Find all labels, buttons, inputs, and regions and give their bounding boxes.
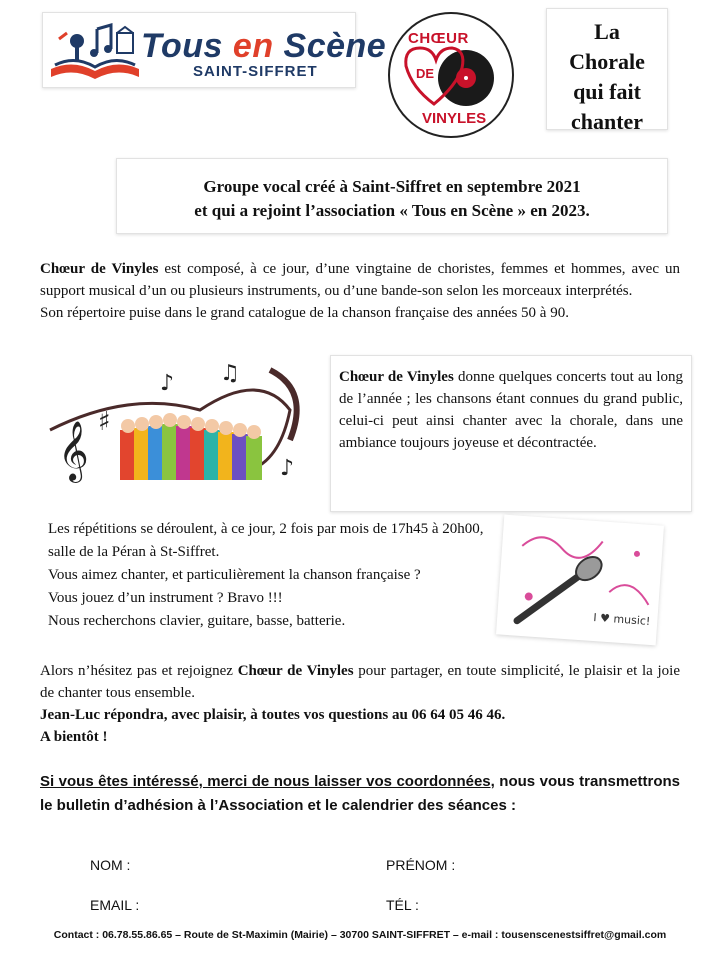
rehearsal-info [48, 518, 508, 633]
intro-line2: et qui a rejoint l’association « Tous en Scène » en 2023. [194, 201, 590, 220]
description-paragraph [40, 258, 680, 324]
logo-title-part1: Tous [141, 27, 233, 65]
logo-choeur-line2: DE [416, 66, 435, 81]
farewell-line: A bientôt ! [40, 729, 108, 745]
concerts-box [330, 355, 692, 512]
logo-title [141, 27, 386, 66]
invitation-paragraph [40, 660, 680, 748]
svg-text:𝄞: 𝄞 [58, 421, 89, 481]
logo-choeur-line1: CHŒUR [408, 30, 469, 47]
svg-text:♯: ♯ [98, 407, 111, 437]
rehearsal-line: Vous jouez d’un instrument ? Bravo !!! [48, 590, 283, 606]
tagline-box [546, 8, 668, 134]
rehearsal-line: Vous aimez chanter, et particulièrement la chanson française ? [48, 567, 421, 583]
rehearsal-line: Nous recherchons clavier, guitare, basse, batterie. [48, 613, 346, 629]
cta-underlined: Si vous êtes intéressé, merci de nous laisser vos coordonnées, [40, 773, 495, 790]
book-music-icon [47, 19, 143, 83]
invitation-text [40, 660, 680, 704]
intro-line1: Groupe vocal créé à Saint-Siffret en septembre 2021 [203, 177, 581, 196]
tagline-line: chanter [570, 109, 644, 134]
email-field-label: EMAIL : [90, 897, 140, 913]
description-line1 [40, 258, 680, 302]
tel-field-label: TÉL : [386, 897, 419, 913]
svg-text:♫: ♫ [220, 361, 240, 386]
svg-text:♪: ♪ [280, 456, 295, 481]
concerts-text: donne quelques concerts tout au long de l’année ; les chansons étant connues du grand public, celui-ci peut ainsi chanter avec la chorale, dans une ambiance toujours joyeuse et décontractée. [339, 369, 683, 451]
logo-choeur-line3: VINYLES [422, 110, 487, 127]
mic-caption: I ♥ music! [592, 611, 651, 628]
logo-title-part2: en [232, 27, 274, 65]
choir-name: Chœur de Vinyles [40, 261, 159, 277]
call-to-action [40, 770, 680, 818]
description-line2: Son répertoire puise dans le grand catalogue de la chanson française des années 50 à 90. [40, 305, 569, 321]
logo-subtitle: SAINT-SIFFRET [193, 63, 318, 80]
rehearsal-line: salle de la Péran à St-Siffret. [48, 544, 220, 560]
tous-en-scene-logo [42, 12, 387, 88]
footer-contact: Contact : 06.78.55.86.65 – Route de St-Maximin (Mairie) – 30700 SAINT-SIFFRET – e-mail : tousenscenestsiffret@gmail.com [53, 929, 667, 941]
choir-name: Chœur de Vinyles [339, 369, 454, 385]
tagline-line: La [594, 19, 620, 44]
microphone-illustration [496, 515, 664, 646]
nom-field-label: NOM : [90, 857, 131, 873]
concerts-paragraph [339, 366, 683, 454]
intro-box [116, 158, 668, 234]
svg-text:♪: ♪ [160, 371, 175, 396]
rehearsal-line: Les répétitions se déroulent, à ce jour, 2 fois par mois de 17h45 à 20h00, [48, 521, 484, 537]
prenom-field-label: PRÉNOM : [386, 857, 456, 873]
description-text: est composé, à ce jour, d’une vingtaine de choristes, femmes et hommes, avec un support musical d’un ou plusieurs instruments, ou d’une bande-son selon les morceaux interprétés. [40, 261, 680, 299]
choir-name: Chœur de Vinyles [237, 663, 354, 679]
contact-line: Jean-Luc répondra, avec plaisir, à toutes vos questions au 06 64 05 46 46. [40, 707, 506, 723]
tagline-line: qui fait [573, 79, 641, 104]
logo-title-part3: Scène [273, 27, 387, 65]
cta-rest: nous vous transmettrons le bulletin d’adhésion à l’Association et le calendrier des séances : [40, 773, 680, 814]
tagline-line: Chorale [569, 49, 645, 74]
microphone-icon [496, 515, 664, 646]
choir-illustration [40, 350, 320, 500]
choeur-de-vinyles-logo [386, 10, 516, 140]
tagline [547, 17, 667, 137]
invitation-rest: pour partager, en toute simplicité, le plaisir et la joie de chanter tous ensemble. [40, 663, 681, 701]
invitation-start: Alors n’hésitez pas et rejoignez [40, 663, 238, 679]
